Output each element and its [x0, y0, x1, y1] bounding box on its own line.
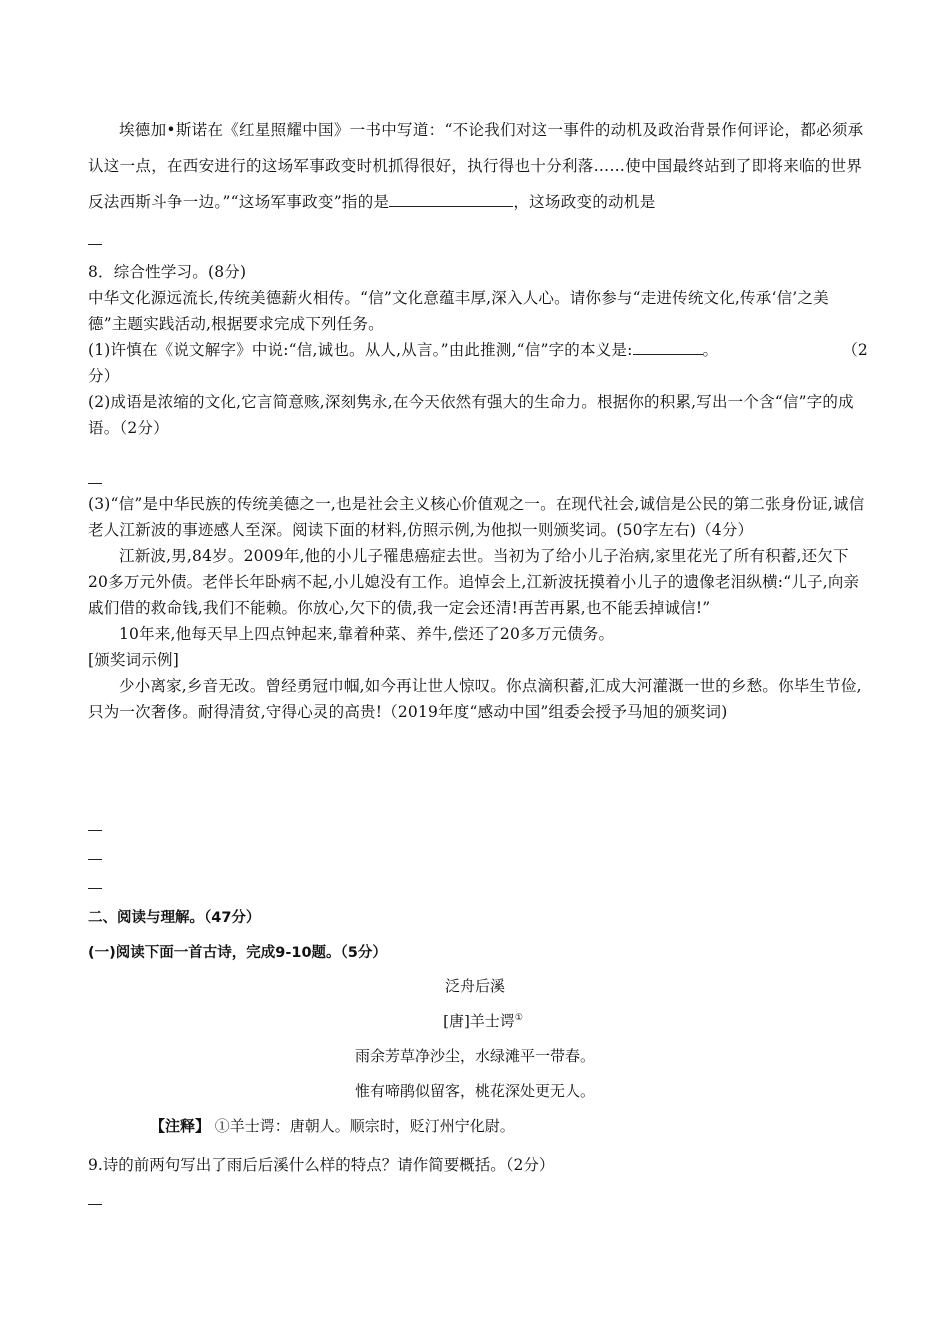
material-paragraph-1: 江新波,男,84岁。2009年,他的小儿子罹患癌症去世。当初为了给小儿子治病,家里花光了所有积蓄,还欠下20多万元外债。老伴长年卧病不起,小儿媳没有工作。追悼会上,江新波抚摸着小儿子的遗像老泪纵横:“儿子,向亲戚们借的救命钱,我们不能赖。你放心,欠下的债,我一定会还清!再苦再累,也不能丢掉诚信!”	[88, 547, 860, 617]
answer-line[interactable]	[88, 888, 102, 889]
section2-subtitle: (一)阅读下面一首古诗，完成9-10题。（5分）	[88, 945, 387, 961]
q8-title: 8．综合性学习。(8分)	[88, 263, 247, 281]
note-label: 【注释】	[150, 1117, 211, 1135]
poem-note	[150, 1115, 930, 1136]
passage-text-b: ，这场政变的动机是	[513, 193, 656, 211]
passage-text-a: 埃德加•斯诺在《红星照耀中国》一书中写道：“不论我们对这一事件的动机及政治背景作何评论，都必须承认这一点，在西安进行的这场军事政变时机抓得很好，执行得也十分利落……使中国最终站到了即将来临的世界反法西斯斗争一边。”“这场军事政变”指的是	[88, 121, 864, 211]
section2-title: 二、阅读与理解。（47分）	[88, 910, 261, 926]
q8-sub1-score: （2	[842, 341, 868, 359]
q8-sub2: (2)成语是浓缩的文化,它言简意赅,深刻隽永,在今天依然有强大的生命力。根据你的积累,写出一个含“信”字的成语。（2分）	[88, 393, 854, 437]
q8-intro: 中华文化源远流长,传统美德薪火相传。“信”文化意蕴丰厚,深入人心。请你参与“走进传统文化,传承‘信’之美德”主题实践活动,根据要求完成下列任务。	[88, 289, 829, 333]
material-paragraph-2: 10年来,他每天早上四点钟起来,靠着种菜、养牛,偿还了20多万元债务。	[119, 625, 615, 643]
note-text: ①羊士谔：唐朝人。顺宗时，贬汀州宁化尉。	[214, 1117, 515, 1135]
note-mark: ①	[514, 1013, 523, 1023]
q9-text: 9.诗的前两句写出了雨后后溪什么样的特点？请作简要概括。（2分）	[88, 1156, 555, 1174]
poem-title: 泛舟后溪	[444, 977, 505, 995]
answer-line[interactable]	[88, 830, 102, 831]
poem-line-2: 惟有啼鹃似留客，桃花深处更无人。	[354, 1082, 595, 1100]
q8-sub1: (1)许慎在《说文解字》中说:“信,诚也。从人,从言。”由此推测,“信”字的本义是: 。 （2	[88, 337, 868, 363]
q8-sub3-block	[88, 491, 868, 725]
q8-sub1-score-cont: 分）	[88, 367, 120, 385]
answer-line[interactable]	[88, 859, 102, 860]
answer-line[interactable]	[88, 1204, 102, 1205]
answer-blank[interactable]	[633, 338, 703, 355]
answer-line[interactable]	[88, 244, 102, 245]
answer-blank[interactable]	[389, 190, 513, 207]
q8-sub3: (3)“信”是中华民族的传统美德之一,也是社会主义核心价值观之一。在现代社会,诚信是公民的第二张身份证,诚信老人江新波的事迹感人至深。阅读下面的材料,仿照示例,为他拟一则颁奖词。(50字左右)（4分）	[88, 495, 865, 539]
example-text: 少小离家,乡音无改。曾经勇冠巾帼,如今再让世人惊叹。你点滴积蓄,汇成大河灌溉一世的乡愁。你毕生节俭,只为一次奢侈。耐得清贫,守得心灵的高贵!（2019年度“感动中国”组委会授予马旭的颁奖词)	[88, 677, 862, 721]
passage-paragraph	[88, 112, 868, 220]
poem-line-1: 雨余芳草净沙尘，水绿滩平一带春。	[354, 1047, 595, 1065]
q8-block	[88, 259, 868, 441]
poem-author: [唐]羊士谔①	[443, 1012, 523, 1030]
answer-line[interactable]	[88, 483, 102, 484]
example-label: [颁奖词示例]	[88, 651, 179, 669]
